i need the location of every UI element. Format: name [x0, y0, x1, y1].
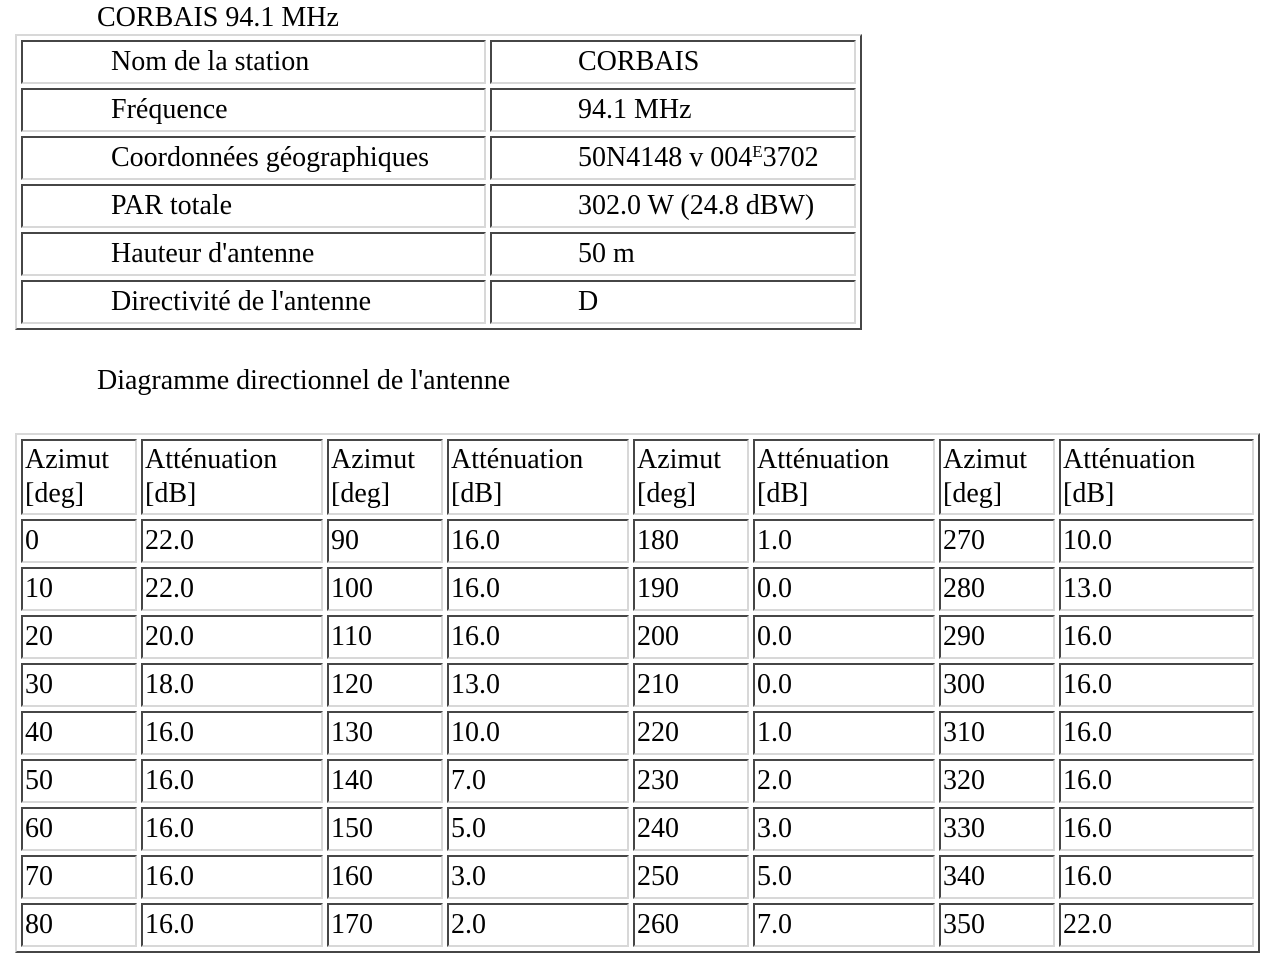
attenuation-cell: 16.0: [447, 519, 629, 563]
azimut-header-line1: Azimut: [25, 444, 109, 475]
attenuation-cell: 16.0: [1059, 855, 1254, 899]
attenuation-cell: 16.0: [1059, 807, 1254, 851]
azimut-cell: 240: [633, 807, 749, 851]
azimut-cell: 80: [21, 903, 137, 947]
azimut-cell: 270: [939, 519, 1055, 563]
azimut-cell: 20: [21, 615, 137, 659]
attenuation-cell: 22.0: [1059, 903, 1254, 947]
attenuation-cell: 16.0: [447, 615, 629, 659]
attenuation-cell: 1.0: [753, 711, 935, 755]
azimut-cell: 140: [327, 759, 443, 803]
diagram-row: [21, 663, 1254, 707]
info-value-text: 302.0 W (24.8 dBW): [578, 190, 815, 221]
azimut-cell: 340: [939, 855, 1055, 899]
info-value-text: 50N4148 v 004: [578, 142, 753, 173]
info-value: [490, 232, 856, 276]
info-label: Fréquence: [21, 88, 486, 132]
diagram-row: [21, 615, 1254, 659]
azimut-cell: 230: [633, 759, 749, 803]
info-value: [490, 280, 856, 324]
azimut-cell: 70: [21, 855, 137, 899]
diagram-row: [21, 903, 1254, 947]
azimut-cell: 60: [21, 807, 137, 851]
attenuation-cell: 2.0: [447, 903, 629, 947]
attenuation-cell: 16.0: [141, 855, 323, 899]
azimut-cell: 100: [327, 567, 443, 611]
azimut-header-line1: Azimut: [943, 444, 1027, 475]
diagram-header-row: [21, 439, 1254, 515]
azimut-header: [633, 439, 749, 515]
diagram-row: [21, 855, 1254, 899]
attenuation-header: [141, 439, 323, 515]
info-row: [21, 136, 856, 180]
azimut-cell: 190: [633, 567, 749, 611]
azimut-cell: 170: [327, 903, 443, 947]
attenuation-cell: 18.0: [141, 663, 323, 707]
info-value-text: 94.1 MHz: [578, 94, 692, 125]
attenuation-cell: 16.0: [141, 759, 323, 803]
attenuation-cell: 16.0: [1059, 615, 1254, 659]
azimut-cell: 280: [939, 567, 1055, 611]
attenuation-cell: 16.0: [141, 807, 323, 851]
attenuation-cell: 16.0: [1059, 711, 1254, 755]
antenna-diagram-table: [15, 433, 1260, 953]
info-label: Directivité de l'antenne: [21, 280, 486, 324]
attenuation-cell: 2.0: [753, 759, 935, 803]
azimut-cell: 0: [21, 519, 137, 563]
attenuation-cell: 16.0: [1059, 663, 1254, 707]
attenuation-header-line1: Atténuation: [1063, 444, 1196, 475]
azimut-cell: 130: [327, 711, 443, 755]
attenuation-cell: 16.0: [447, 567, 629, 611]
azimut-header: [327, 439, 443, 515]
azimut-header-line2: [deg]: [331, 478, 391, 509]
azimut-cell: 320: [939, 759, 1055, 803]
info-row: [21, 40, 856, 84]
diagram-row: [21, 759, 1254, 803]
azimut-cell: 290: [939, 615, 1055, 659]
info-value-superscript: E: [752, 142, 763, 161]
azimut-header-line1: Azimut: [331, 444, 415, 475]
attenuation-cell: 16.0: [141, 903, 323, 947]
info-label: Hauteur d'antenne: [21, 232, 486, 276]
azimut-cell: 10: [21, 567, 137, 611]
attenuation-header-line1: Atténuation: [757, 444, 890, 475]
diagram-row: [21, 519, 1254, 563]
info-label: Nom de la station: [21, 40, 486, 84]
info-value: [490, 40, 856, 84]
info-value-text: 50 m: [578, 238, 635, 269]
info-value-tail: 3702: [762, 142, 819, 173]
azimut-cell: 300: [939, 663, 1055, 707]
azimut-cell: 200: [633, 615, 749, 659]
attenuation-cell: 5.0: [753, 855, 935, 899]
info-value: [490, 88, 856, 132]
attenuation-header: [1059, 439, 1254, 515]
attenuation-header-line1: Atténuation: [145, 444, 278, 475]
azimut-cell: 250: [633, 855, 749, 899]
attenuation-cell: 16.0: [141, 711, 323, 755]
azimut-cell: 260: [633, 903, 749, 947]
info-row: [21, 88, 856, 132]
info-row: [21, 280, 856, 324]
azimut-cell: 220: [633, 711, 749, 755]
attenuation-cell: 3.0: [753, 807, 935, 851]
azimut-cell: 180: [633, 519, 749, 563]
info-row: [21, 184, 856, 228]
diagram-row: [21, 711, 1254, 755]
attenuation-header: [753, 439, 935, 515]
info-label: PAR totale: [21, 184, 486, 228]
attenuation-cell: 1.0: [753, 519, 935, 563]
station-info-table: [15, 34, 862, 330]
azimut-cell: 50: [21, 759, 137, 803]
azimut-header-line2: [deg]: [25, 478, 85, 509]
attenuation-header-line2: [dB]: [145, 478, 197, 509]
azimut-cell: 40: [21, 711, 137, 755]
diagram-heading: Diagramme directionnel de l'antenne: [97, 365, 511, 396]
azimut-cell: 160: [327, 855, 443, 899]
info-value-text: D: [578, 286, 599, 317]
info-row: [21, 232, 856, 276]
azimut-cell: 90: [327, 519, 443, 563]
attenuation-cell: 3.0: [447, 855, 629, 899]
azimut-cell: 210: [633, 663, 749, 707]
attenuation-cell: 13.0: [1059, 567, 1254, 611]
attenuation-cell: 5.0: [447, 807, 629, 851]
azimut-cell: 350: [939, 903, 1055, 947]
attenuation-header: [447, 439, 629, 515]
azimut-header-line2: [deg]: [943, 478, 1003, 509]
azimut-header: [21, 439, 137, 515]
diagram-row: [21, 567, 1254, 611]
attenuation-cell: 0.0: [753, 567, 935, 611]
azimut-cell: 120: [327, 663, 443, 707]
attenuation-cell: 10.0: [447, 711, 629, 755]
attenuation-header-line2: [dB]: [757, 478, 809, 509]
info-value-text: CORBAIS: [578, 46, 700, 77]
station-heading: CORBAIS 94.1 MHz: [97, 2, 339, 33]
info-value: [490, 136, 856, 180]
attenuation-header-line2: [dB]: [1063, 478, 1115, 509]
attenuation-cell: 13.0: [447, 663, 629, 707]
attenuation-cell: 20.0: [141, 615, 323, 659]
azimut-header-line2: [deg]: [637, 478, 697, 509]
diagram-row: [21, 807, 1254, 851]
attenuation-cell: 16.0: [1059, 759, 1254, 803]
attenuation-cell: 22.0: [141, 567, 323, 611]
azimut-cell: 30: [21, 663, 137, 707]
attenuation-cell: 22.0: [141, 519, 323, 563]
azimut-cell: 150: [327, 807, 443, 851]
attenuation-cell: 10.0: [1059, 519, 1254, 563]
attenuation-header-line2: [dB]: [451, 478, 503, 509]
attenuation-cell: 7.0: [447, 759, 629, 803]
azimut-cell: 110: [327, 615, 443, 659]
azimut-header: [939, 439, 1055, 515]
attenuation-header-line1: Atténuation: [451, 444, 584, 475]
azimut-header-line1: Azimut: [637, 444, 721, 475]
azimut-cell: 310: [939, 711, 1055, 755]
info-value: [490, 184, 856, 228]
azimut-cell: 330: [939, 807, 1055, 851]
info-label: Coordonnées géographiques: [21, 136, 486, 180]
attenuation-cell: 0.0: [753, 615, 935, 659]
attenuation-cell: 0.0: [753, 663, 935, 707]
attenuation-cell: 7.0: [753, 903, 935, 947]
